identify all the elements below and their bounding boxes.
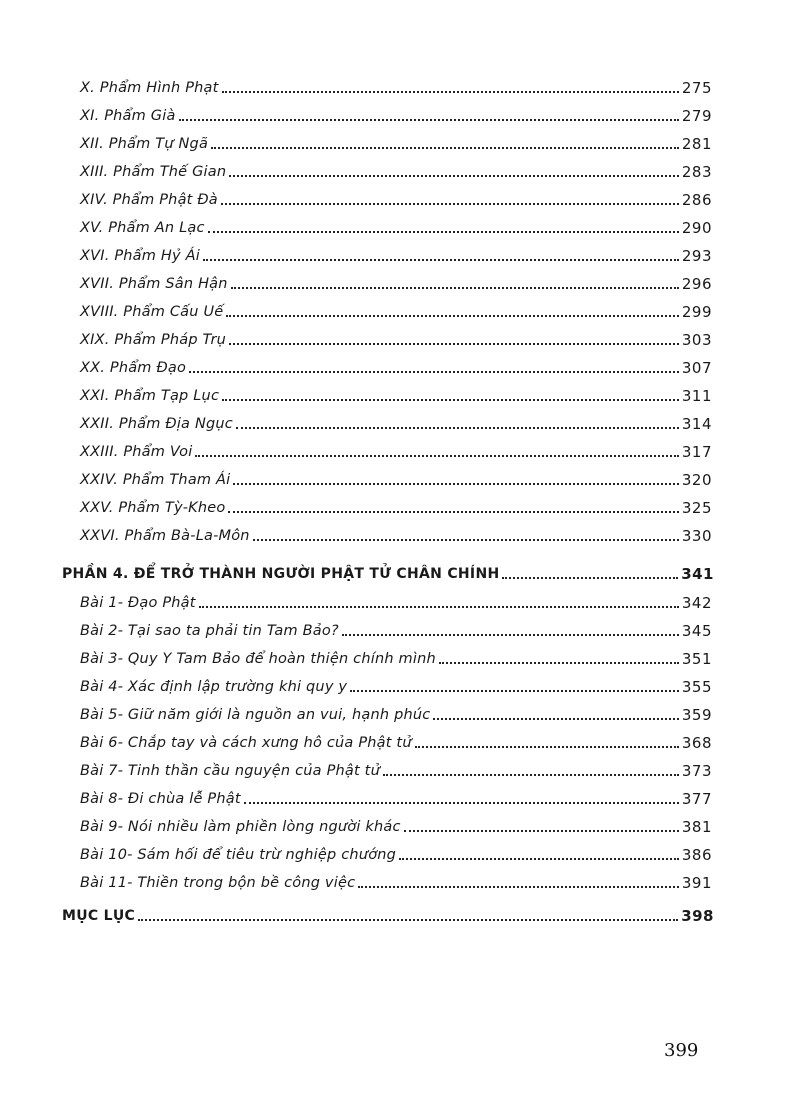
dot-leader <box>229 343 679 345</box>
toc-part-label: MỤC LỤC <box>62 908 136 924</box>
dot-leader <box>179 119 679 121</box>
toc-entry-label: X. Phẩm Hình Phạt <box>80 80 219 96</box>
toc-part-heading <box>62 903 714 925</box>
toc-entry-page: 391 <box>681 874 712 892</box>
toc-entry-page: 275 <box>681 79 712 97</box>
toc-entry-label: XXVI. Phẩm Bà-La-Môn <box>80 528 250 544</box>
toc-entry <box>80 299 712 321</box>
toc-entry <box>80 327 712 349</box>
toc-entry <box>80 131 712 153</box>
toc-entry-label: XIX. Phẩm Pháp Trụ <box>80 332 227 348</box>
toc-entry-label: Bài 5- Giữ năm giới là nguồn an vui, hạnh phúc <box>80 707 431 723</box>
toc-part-page: 341 <box>681 565 714 583</box>
toc-entry <box>80 411 712 433</box>
toc-entry <box>80 439 712 461</box>
toc-entry-page: 317 <box>681 443 712 461</box>
toc-entry-label: XXV. Phẩm Tỳ-Kheo <box>80 500 226 516</box>
toc-entry-page: 345 <box>681 622 712 640</box>
toc-entry-label: XXIII. Phẩm Voi <box>80 444 193 460</box>
toc-entry-label: XXII. Phẩm Địa Ngục <box>80 416 233 432</box>
toc-entry <box>80 103 712 125</box>
toc-entry <box>80 842 712 864</box>
dot-leader <box>502 577 678 579</box>
page-number: 399 <box>664 1040 699 1061</box>
toc-entry <box>80 646 712 668</box>
dot-leader <box>415 746 679 748</box>
dot-leader <box>221 203 679 205</box>
toc-entry <box>80 495 712 517</box>
toc-entry-page: 303 <box>681 331 712 349</box>
toc-entry-page: 311 <box>681 387 712 405</box>
toc-entry-page: 293 <box>681 247 712 265</box>
toc-entry-page: 351 <box>681 650 712 668</box>
toc-entry <box>80 674 712 696</box>
dot-leader <box>439 662 679 664</box>
toc-entry <box>80 870 712 892</box>
toc-entry-page: 283 <box>681 163 712 181</box>
toc-entry-label: Bài 1- Đạo Phật <box>80 595 196 611</box>
toc-entry-label: XIII. Phẩm Thế Gian <box>80 164 227 180</box>
dot-leader <box>233 483 678 485</box>
dot-leader <box>189 371 679 373</box>
toc-part-label: PHẦN 4. ĐỂ TRỞ THÀNH NGƯỜI PHẬT TỬ CHÂN CHÍNH <box>62 566 500 582</box>
toc-entry-label: Bài 4- Xác định lập trường khi quy y <box>80 679 348 695</box>
dot-leader <box>253 539 679 541</box>
dot-leader <box>342 634 679 636</box>
toc-entry-page: 314 <box>681 415 712 433</box>
dot-leader <box>229 175 679 177</box>
toc-entry-page: 381 <box>681 818 712 836</box>
toc-entry-label: XXI. Phẩm Tạp Lục <box>80 388 220 404</box>
toc-entry-label: XI. Phẩm Già <box>80 108 176 124</box>
toc-entry-label: XX. Phẩm Đạo <box>80 360 187 376</box>
toc-entry-page: 320 <box>681 471 712 489</box>
toc-entry <box>80 215 712 237</box>
toc-entry-page: 368 <box>681 734 712 752</box>
toc-entry <box>80 618 712 640</box>
toc-entry-label: Bài 8- Đi chùa lễ Phật <box>80 791 241 807</box>
toc-entry-page: 307 <box>681 359 712 377</box>
toc-entry-label: Bài 9- Nói nhiều làm phiền lòng người khác <box>80 819 401 835</box>
dot-leader <box>222 91 679 93</box>
toc-entry <box>80 730 712 752</box>
toc-entry <box>80 523 712 545</box>
dot-leader <box>226 315 678 317</box>
toc-entry-page: 299 <box>681 303 712 321</box>
dot-leader <box>244 802 679 804</box>
dot-leader <box>208 231 679 233</box>
dot-leader <box>195 455 678 457</box>
dot-leader <box>211 147 679 149</box>
toc-entry-page: 286 <box>681 191 712 209</box>
toc-entry-page: 373 <box>681 762 712 780</box>
toc-entry-page: 330 <box>681 527 712 545</box>
toc-entry-label: XVI. Phẩm Hỷ Ái <box>80 248 200 264</box>
dot-leader <box>383 774 679 776</box>
toc-entry <box>80 187 712 209</box>
toc-entry-page: 377 <box>681 790 712 808</box>
toc-entry-label: XV. Phẩm An Lạc <box>80 220 205 236</box>
toc-entry <box>80 467 712 489</box>
toc-entry <box>80 590 712 612</box>
toc-entry <box>80 786 712 808</box>
dot-leader <box>199 606 679 608</box>
toc-entry <box>80 271 712 293</box>
toc-entry-page: 386 <box>681 846 712 864</box>
toc-entry <box>80 814 712 836</box>
dot-leader <box>138 919 678 921</box>
toc-entry-label: Bài 10- Sám hối để tiêu trừ nghiệp chướng <box>80 847 397 863</box>
toc-entry <box>80 75 712 97</box>
toc-entry-label: XVIII. Phẩm Cấu Uế <box>80 304 224 320</box>
toc-entry <box>80 758 712 780</box>
toc-entry-label: XII. Phẩm Tự Ngã <box>80 136 209 152</box>
toc-entry-page: 359 <box>681 706 712 724</box>
toc-entry-label: Bài 7- Tinh thần cầu nguyện của Phật tử <box>80 763 380 779</box>
toc-entry <box>80 159 712 181</box>
toc-entry-label: Bài 2- Tại sao ta phải tin Tam Bảo? <box>80 623 339 639</box>
dot-leader <box>222 399 679 401</box>
dot-leader <box>433 718 678 720</box>
toc-entry-page: 281 <box>681 135 712 153</box>
dot-leader <box>228 511 678 513</box>
dot-leader <box>358 886 679 888</box>
toc-entry-label: XVII. Phẩm Sân Hận <box>80 276 228 292</box>
toc-entry-label: XXIV. Phẩm Tham Ái <box>80 472 231 488</box>
toc-entry-page: 342 <box>681 594 712 612</box>
dot-leader <box>399 858 679 860</box>
dot-leader <box>203 259 679 261</box>
toc-part-page: 398 <box>681 907 714 925</box>
dot-leader <box>231 287 679 289</box>
dot-leader <box>236 427 679 429</box>
toc-entry-label: XIV. Phẩm Phật Đà <box>80 192 218 208</box>
toc-entry <box>80 243 712 265</box>
toc-entry-page: 290 <box>681 219 712 237</box>
dot-leader <box>404 830 679 832</box>
toc-entry <box>80 702 712 724</box>
toc-entry-label: Bài 11- Thiền trong bộn bề công việc <box>80 875 356 891</box>
toc-entry-label: Bài 3- Quy Y Tam Bảo để hoàn thiện chính mình <box>80 651 436 667</box>
toc-entry-page: 279 <box>681 107 712 125</box>
toc-part-heading <box>62 561 714 583</box>
toc-entry-page: 355 <box>681 678 712 696</box>
toc-entry-label: Bài 6- Chắp tay và cách xưng hô của Phật tử <box>80 735 412 751</box>
dot-leader <box>350 690 679 692</box>
toc-entry <box>80 383 712 405</box>
toc-entry-page: 296 <box>681 275 712 293</box>
toc-entry <box>80 355 712 377</box>
toc-entry-page: 325 <box>681 499 712 517</box>
